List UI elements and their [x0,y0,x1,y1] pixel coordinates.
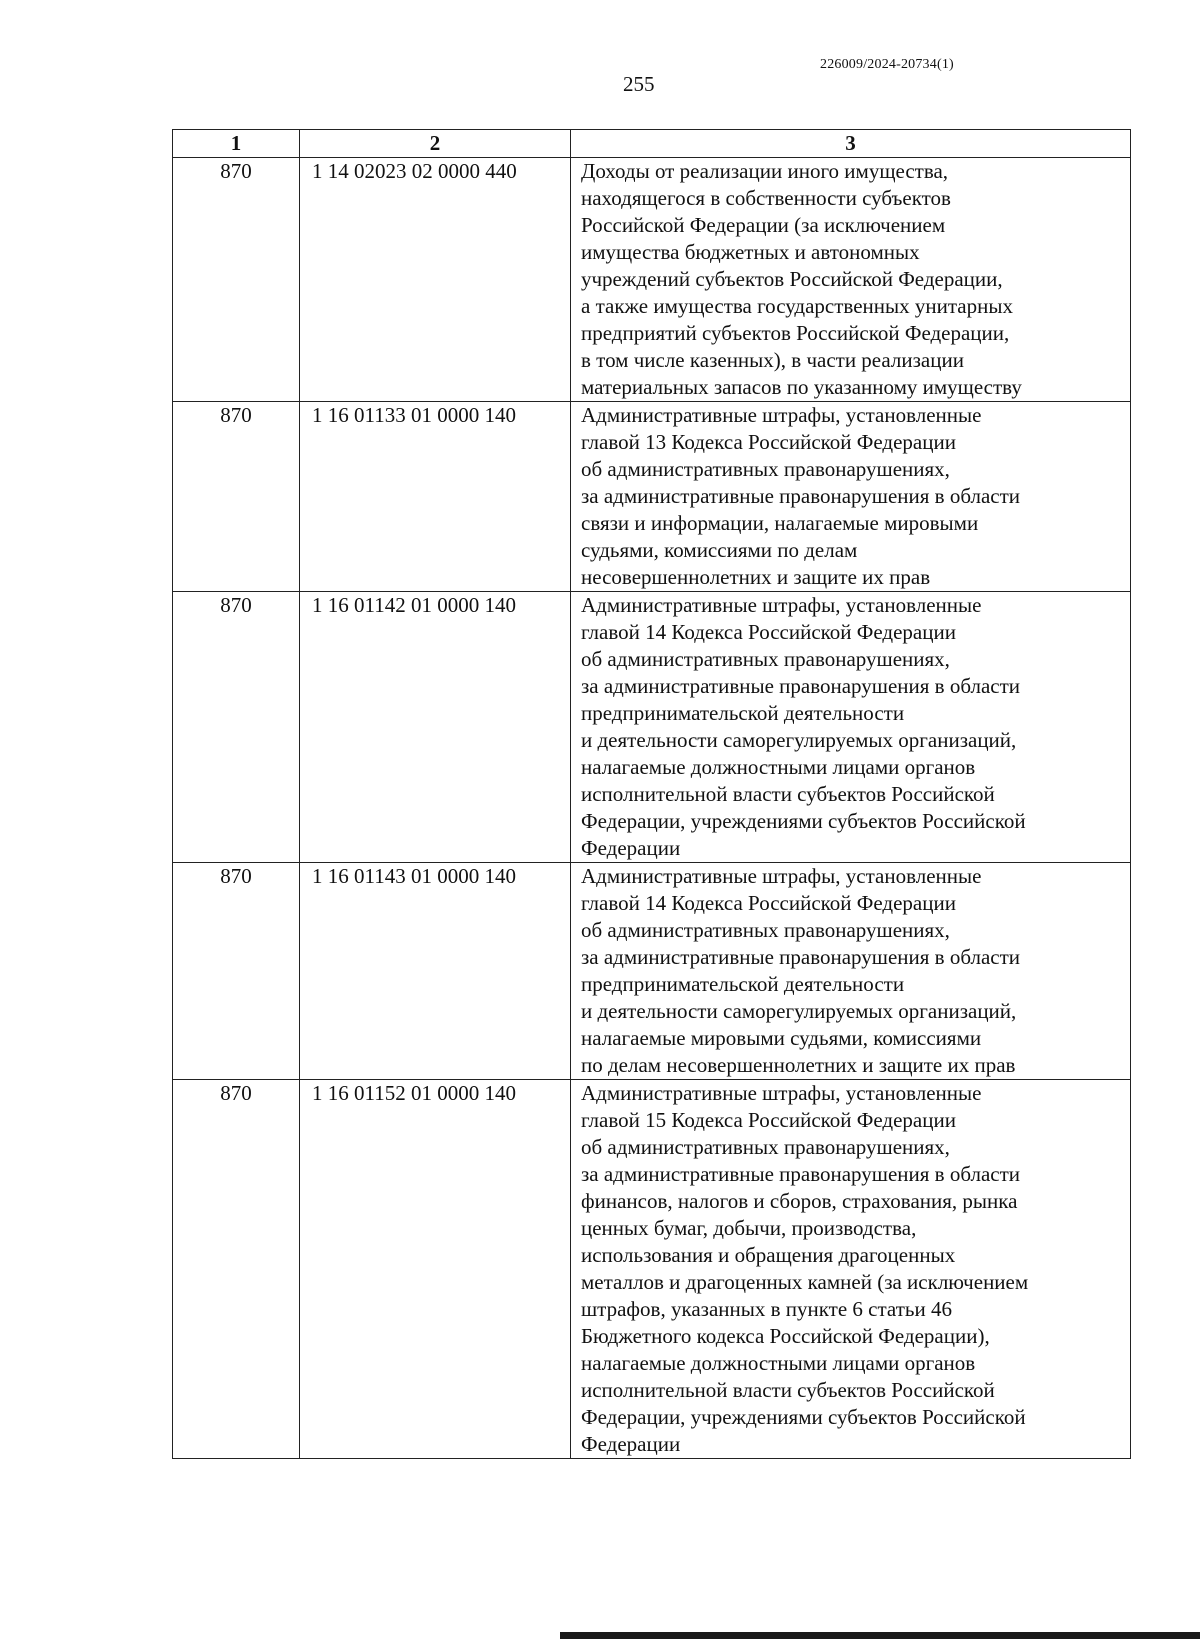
description-line: предприятий субъектов Российской Федерации, [581,321,1010,345]
description-line: судьями, комиссиями по делам [581,538,858,562]
table [172,129,1131,1459]
description-cell [571,863,1131,1080]
description-line: Административные штрафы, установленные [581,1081,982,1105]
description-line: Федерации, учреждениями субъектов Российской [581,809,1026,833]
description-line: налагаемые мировыми судьями, комиссиями [581,1026,982,1050]
description-line: связи и информации, налагаемые мировыми [581,511,979,535]
description-line: налагаемые должностными лицами органов [581,1351,976,1375]
column-header-3: 3 [571,130,1131,158]
description-line: ценных бумаг, добычи, производства, [581,1216,917,1240]
description-line: имущества бюджетных и автономных [581,240,920,264]
description-line: главой 14 Кодекса Российской Федерации [581,891,956,915]
description-line: об административных правонарушениях, [581,918,950,942]
description-line: несовершеннолетних и защите их прав [581,565,931,589]
description-line: Административные штрафы, установленные [581,593,982,617]
description-cell [571,158,1131,402]
description-line: и деятельности саморегулируемых организаций, [581,728,1017,752]
bottom-edge-rule [560,1632,1200,1639]
table-row [173,402,1131,592]
description-line: главой 15 Кодекса Российской Федерации [581,1108,956,1132]
description-line: Российской Федерации (за исключением [581,213,946,237]
description-line: Федерации, учреждениями субъектов Российской [581,1405,1026,1429]
description-line: металлов и драгоценных камней (за исключением [581,1270,1029,1294]
budget-code-cell: 1 14 02023 02 0000 440 [300,158,571,402]
description-line: за административные правонарушения в области [581,674,1021,698]
table-row [173,863,1131,1080]
description-line: Федерации [581,836,681,860]
description-line: предпринимательской деятельности [581,972,905,996]
description-line: финансов, налогов и сборов, страхования, рынка [581,1189,1018,1213]
description-line: находящегося в собственности субъектов [581,186,951,210]
budget-code-cell: 1 16 01152 01 0000 140 [300,1080,571,1459]
description-line: об административных правонарушениях, [581,457,950,481]
description-cell [571,1080,1131,1459]
page-number: 255 [623,72,655,96]
agency-code-cell: 870 [173,592,300,863]
description-line: главой 13 Кодекса Российской Федерации [581,430,956,454]
table-header [173,130,1131,158]
description-line: Административные штрафы, установленные [581,403,982,427]
description-line: налагаемые должностными лицами органов [581,755,976,779]
column-header-1: 1 [173,130,300,158]
table-body [173,158,1131,1459]
document-id: 226009/2024-20734(1) [820,57,954,72]
description-line: в том числе казенных), в части реализации [581,348,964,372]
budget-code-cell: 1 16 01143 01 0000 140 [300,863,571,1080]
description-line: Бюджетного кодекса Российской Федерации), [581,1324,990,1348]
description-line: а также имущества государственных унитарных [581,294,1013,318]
description-line: учреждений субъектов Российской Федерации, [581,267,1003,291]
description-line: исполнительной власти субъектов Российской [581,782,995,806]
budget-codes-table [172,129,1130,1459]
table-row [173,1080,1131,1459]
description-line: за административные правонарушения в области [581,945,1021,969]
description-line: главой 14 Кодекса Российской Федерации [581,620,956,644]
description-line: предпринимательской деятельности [581,701,905,725]
table-row [173,158,1131,402]
description-line: по делам несовершеннолетних и защите их прав [581,1053,1016,1077]
description-line: штрафов, указанных в пункте 6 статьи 46 [581,1297,952,1321]
description-cell [571,592,1131,863]
agency-code-cell: 870 [173,1080,300,1459]
budget-code-cell: 1 16 01133 01 0000 140 [300,402,571,592]
description-line: материальных запасов по указанному имуществу [581,375,1022,399]
agency-code-cell: 870 [173,158,300,402]
description-line: Федерации [581,1432,681,1456]
description-line: использования и обращения драгоценных [581,1243,956,1267]
description-line: и деятельности саморегулируемых организаций, [581,999,1017,1023]
description-line: за административные правонарушения в области [581,1162,1021,1186]
description-line: за административные правонарушения в области [581,484,1021,508]
description-line: исполнительной власти субъектов Российской [581,1378,995,1402]
description-line: Административные штрафы, установленные [581,864,982,888]
header-row [173,130,1131,158]
description-line: об административных правонарушениях, [581,647,950,671]
description-line: Доходы от реализации иного имущества, [581,159,949,183]
column-header-2: 2 [300,130,571,158]
description-line: об административных правонарушениях, [581,1135,950,1159]
table-row [173,592,1131,863]
budget-code-cell: 1 16 01142 01 0000 140 [300,592,571,863]
description-cell [571,402,1131,592]
agency-code-cell: 870 [173,863,300,1080]
agency-code-cell: 870 [173,402,300,592]
